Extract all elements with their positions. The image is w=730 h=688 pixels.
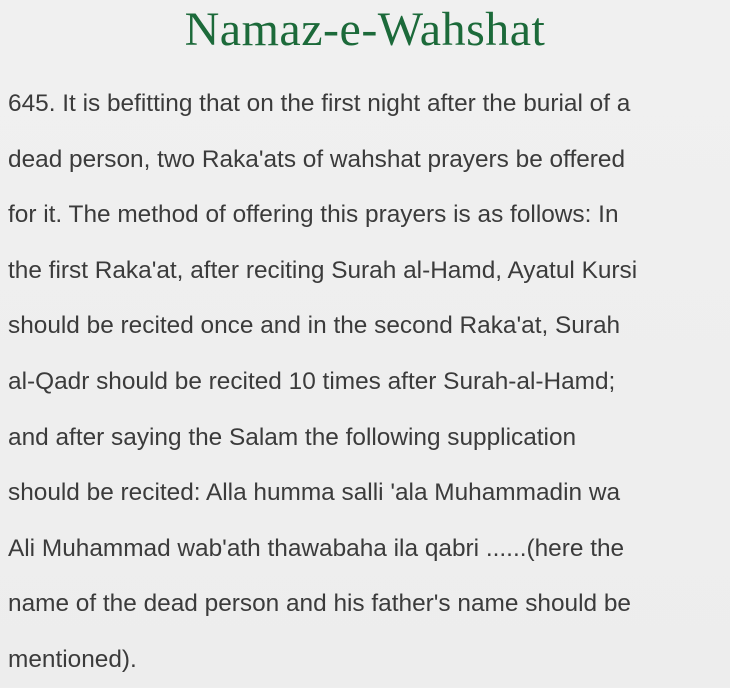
paragraph-line: and after saying the Salam the following supplication [8, 423, 577, 451]
paragraph-line: Ali Muhammad wab'ath thawabaha ila qabri ......(here the [8, 534, 625, 562]
paragraph-line: name of the dead person and his father's name should be [8, 590, 631, 618]
paragraph-line: for it. The method of offering this prayers is as follows: In [8, 201, 619, 229]
paragraph-line: the first Raka'at, after reciting Surah al-Hamd, Ayatul Kursi [8, 256, 638, 284]
ruling-paragraph [8, 76, 726, 688]
page-title: Namaz-e-Wahshat [184, 3, 546, 56]
paragraph-line: should be recited once and in the second Raka'at, Surah [8, 312, 621, 340]
paragraph-line: should be recited: Alla humma salli 'ala Muhammadin wa [8, 479, 621, 507]
paragraph-line: 645. It is befitting that on the first night after the burial of a [8, 90, 631, 117]
paragraph-line: dead person, two Raka'ats of wahshat prayers be offered [8, 145, 626, 173]
paragraph-line: al-Qadr should be recited 10 times after Surah-al-Hamd; [8, 367, 616, 395]
paragraph-line: mentioned). [8, 645, 137, 673]
